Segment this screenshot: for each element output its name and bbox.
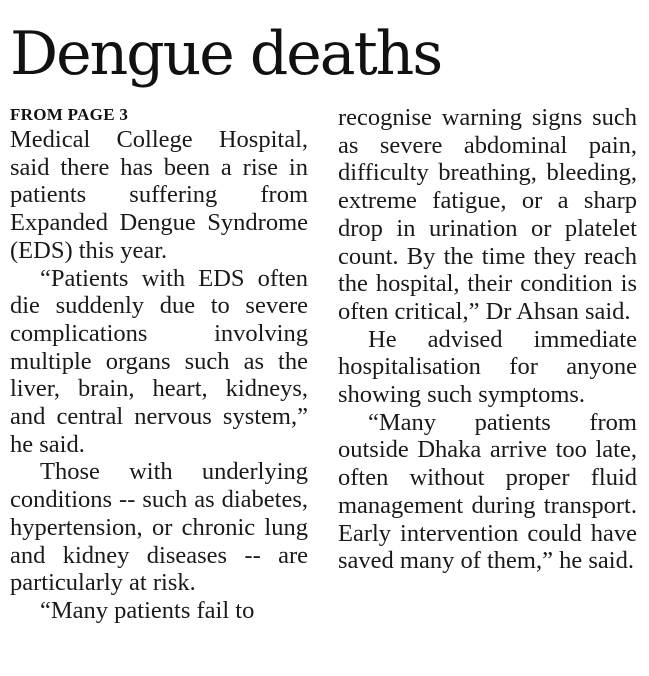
article-headline: Dengue deaths <box>10 19 442 89</box>
body-paragraph: recognise warning signs such as severe abdominal pain, difficulty breathing, bleeding, extreme fatigue, or a sharp drop in urination or platelet count. By the time they reach the hospital, their condition is often critical,” Dr Ahsan said. <box>338 104 637 325</box>
body-paragraph: Those with underlying conditions -- such as diabetes, hypertension, or chronic lung and kidney diseases -- are particularly at risk. <box>10 458 308 597</box>
body-paragraph: “Many patients fail to <box>40 596 255 624</box>
body-paragraph: He advised immediate hospitalisation for anyone showing such symptoms. <box>338 325 637 409</box>
continued-from-label: FROM PAGE 3 <box>10 105 129 124</box>
article-column-left <box>10 104 308 625</box>
body-paragraph: “Patients with EDS often die suddenly due to severe complications involving multiple organs such as the liver, brain, heart, kidneys, and central nervous system,” he said. <box>10 264 308 458</box>
body-paragraph: “Many patients from outside Dhaka arrive too late, often without proper fluid management during transport. Early intervention could have saved many of them,” he said. <box>338 408 637 575</box>
article-column-right <box>338 104 637 575</box>
body-paragraph: Medical College Hospital, said there has been a rise in patients suffering from Expanded Dengue Syndrome (EDS) this year. <box>10 126 308 264</box>
